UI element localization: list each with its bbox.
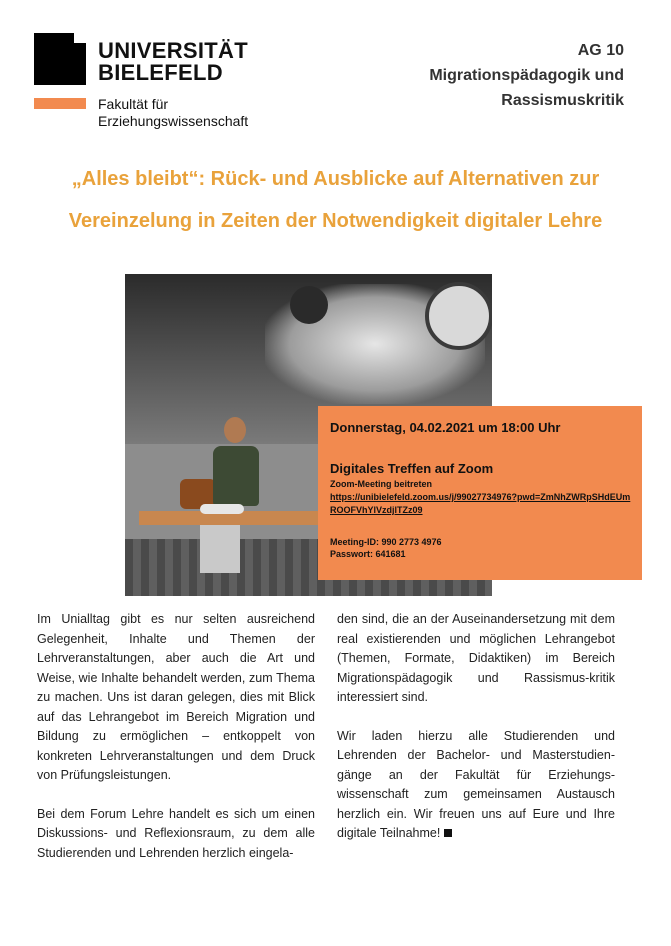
body-paragraph: Bei dem Forum Lehre handelt es sich um einen Diskussions- und Reflexionsraum, zu dem alle Studierenden und Lehrenden herzlich eingela- [37, 806, 315, 860]
body-column-left [37, 610, 315, 882]
join-label: Zoom-Meeting beitreten [330, 479, 433, 489]
meeting-id: Meeting-ID: 990 2773 4976 [330, 537, 442, 547]
logo-university-line1: UNIVERSITÄT [98, 38, 248, 63]
faculty-line1: Fakultät für [98, 96, 169, 112]
body-paragraph: Im Unialltag gibt es nur selten ausreichend Gelegenheit, Inhalte und Themen der Lehrveranstaltungen, aber auch die Art und Weise, wie Inhalte behandelt werden, zum Thema zu machen. Uns ist daran gelegen, dies mit Blick auf das Lehrangebot im Bereich Migration und Bildung zu ermöglichen – entkoppelt von konkreten Lehrveranstaltungen und dem Druck von Prüfungsleistungen. [37, 612, 315, 782]
end-mark-icon [444, 829, 452, 837]
working-group-heading [429, 38, 624, 113]
ag-line1: AG 10 [577, 42, 624, 59]
page-title [15, 158, 656, 242]
faculty-line2: Erziehungswissenschaft [98, 113, 249, 129]
closing-text: Wir laden hierzu alle Studierenden und Lehrenden der Bachelor- und Masterstudien-gänge an der Fakultät für Erziehungs-wissenschaft zum gemeinsamen Austausch herzlich ein. Wir freuen uns auf Eure und Ihre digitale Teilnahme! [337, 728, 615, 840]
university-logo [34, 33, 274, 133]
body-paragraph: den sind, die an der Auseinandersetzung mit dem real existierenden und möglichen Lehrangebot (Themen, Formate, Didaktiken) im Bereich Migrationspädagogik und Rassismus-kritik interessiert sind. [337, 612, 615, 704]
ag-line3: Rassismuskritik [501, 92, 624, 109]
title-line2: Vereinzelung in Zeiten der Notwendigkeit digitaler Lehre [68, 210, 603, 232]
body-paragraph-closing [337, 727, 615, 844]
meeting-password: Passwort: 641681 [330, 549, 406, 559]
logo-mark-icon [34, 33, 86, 85]
ag-line2: Migrationspädagogik und [429, 67, 624, 84]
zoom-link[interactable]: https://unibielefeld.zoom.us/j/99027734976?pwd=ZmNhZWRpSHdEUmROOFVhYlVzdjlTZz09 [330, 492, 631, 515]
body-column-right [337, 610, 615, 863]
meeting-title: Digitales Treffen auf Zoom [330, 461, 494, 476]
event-info-box [318, 406, 642, 580]
logo-accent-bar [34, 98, 86, 109]
logo-university-line2: BIELEFELD [98, 60, 223, 85]
title-line1: „Alles bleibt“: Rück- und Ausblicke auf Alternativen zur [71, 168, 600, 190]
event-date: Donnerstag, 04.02.2021 um 18:00 Uhr [330, 420, 561, 435]
